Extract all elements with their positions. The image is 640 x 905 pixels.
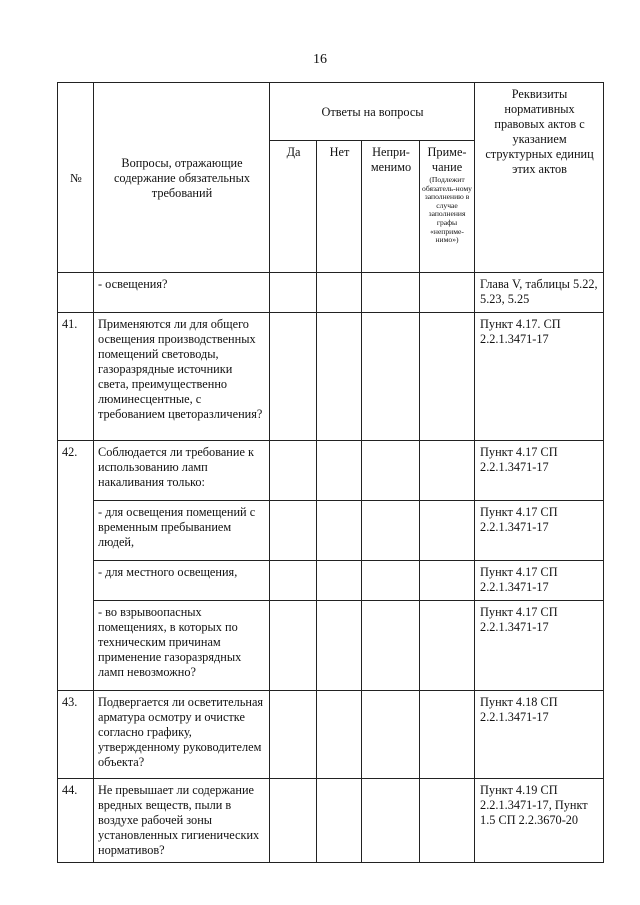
header-no: Нет [317, 141, 362, 273]
header-answers-group: Ответы на вопросы [270, 83, 475, 141]
header-note-sub: (Подлежит обязатель-ному заполнению в случае заполнения графы «неприме-нимо») [422, 175, 472, 245]
answer-no-cell[interactable] [317, 561, 362, 601]
answer-note-cell[interactable] [420, 273, 475, 313]
table-row [58, 441, 604, 501]
row-ref: Пункт 4.17 СП 2.2.1.3471-17 [475, 561, 604, 601]
header-na: Непри-менимо [362, 141, 420, 273]
header-requisites: Реквизиты нормативных правовых актов с указанием структурных единиц этих актов [475, 83, 604, 273]
row-ref: Пункт 4.18 СП 2.2.1.3471-17 [475, 691, 604, 779]
answer-yes-cell[interactable] [270, 561, 317, 601]
table-row [58, 561, 604, 601]
table-row [58, 273, 604, 313]
answer-na-cell[interactable] [362, 561, 420, 601]
answer-no-cell[interactable] [317, 441, 362, 501]
answer-note-cell[interactable] [420, 601, 475, 691]
row-question: Применяются ли для общего освещения производственных помещений световоды, газоразрядные источники света, преимущественно люминесцентные, с требованием цветоразличения? [94, 313, 270, 441]
answer-na-cell[interactable] [362, 273, 420, 313]
answer-yes-cell[interactable] [270, 441, 317, 501]
answer-no-cell[interactable] [317, 691, 362, 779]
answer-na-cell[interactable] [362, 691, 420, 779]
header-note-label: Приме-чание [427, 145, 467, 174]
answer-note-cell[interactable] [420, 691, 475, 779]
row-ref: Пункт 4.17. СП 2.2.1.3471-17 [475, 313, 604, 441]
answer-na-cell[interactable] [362, 313, 420, 441]
answer-yes-cell[interactable] [270, 691, 317, 779]
row-num: 41. [58, 313, 94, 441]
answer-yes-cell[interactable] [270, 501, 317, 561]
row-question: - освещения? [94, 273, 270, 313]
answer-note-cell[interactable] [420, 561, 475, 601]
header-row-1 [58, 83, 604, 141]
row-question: Соблюдается ли требование к использованию ламп накаливания только: [94, 441, 270, 501]
answer-na-cell[interactable] [362, 441, 420, 501]
row-ref: Пункт 4.19 СП 2.2.1.3471-17, Пункт 1.5 СП 2.2.3670-20 [475, 779, 604, 863]
page-number: 16 [313, 52, 327, 67]
header-yes: Да [270, 141, 317, 273]
row-ref: Пункт 4.17 СП 2.2.1.3471-17 [475, 441, 604, 501]
row-ref: Глава V, таблицы 5.22, 5.23, 5.25 [475, 273, 604, 313]
row-question: - во взрывоопасных помещениях, в которых по техническим причинам применение газоразрядных ламп невозможно? [94, 601, 270, 691]
answer-na-cell[interactable] [362, 501, 420, 561]
answer-na-cell[interactable] [362, 779, 420, 863]
row-ref: Пункт 4.17 СП 2.2.1.3471-17 [475, 501, 604, 561]
answer-na-cell[interactable] [362, 601, 420, 691]
row-num [58, 561, 94, 601]
answer-yes-cell[interactable] [270, 601, 317, 691]
answer-note-cell[interactable] [420, 313, 475, 441]
answer-no-cell[interactable] [317, 779, 362, 863]
row-ref: Пункт 4.17 СП 2.2.1.3471-17 [475, 601, 604, 691]
answer-note-cell[interactable] [420, 779, 475, 863]
header-note [420, 141, 475, 273]
answer-no-cell[interactable] [317, 313, 362, 441]
table-row [58, 313, 604, 441]
checklist-table [57, 82, 604, 863]
row-question: Не превышает ли содержание вредных веществ, пыли в воздухе рабочей зоны установленных гигиенических нормативов? [94, 779, 270, 863]
row-num [58, 273, 94, 313]
row-num: 42. [58, 441, 94, 501]
answer-note-cell[interactable] [420, 441, 475, 501]
answer-no-cell[interactable] [317, 273, 362, 313]
row-question: - для освещения помещений с временным пребыванием людей, [94, 501, 270, 561]
header-questions: Вопросы, отражающие содержание обязательных требований [94, 83, 270, 273]
table-row [58, 501, 604, 561]
table-row [58, 779, 604, 863]
table-row [58, 691, 604, 779]
row-num: 44. [58, 779, 94, 863]
answer-yes-cell[interactable] [270, 273, 317, 313]
answer-yes-cell[interactable] [270, 779, 317, 863]
header-num: № [58, 83, 94, 273]
row-num [58, 501, 94, 561]
row-num: 43. [58, 691, 94, 779]
row-question: Подвергается ли осветительная арматура осмотру и очистке согласно графику, утвержденному руководителем объекта? [94, 691, 270, 779]
answer-note-cell[interactable] [420, 501, 475, 561]
row-num [58, 601, 94, 691]
answer-no-cell[interactable] [317, 501, 362, 561]
answer-no-cell[interactable] [317, 601, 362, 691]
answer-yes-cell[interactable] [270, 313, 317, 441]
table-row [58, 601, 604, 691]
row-question: - для местного освещения, [94, 561, 270, 601]
